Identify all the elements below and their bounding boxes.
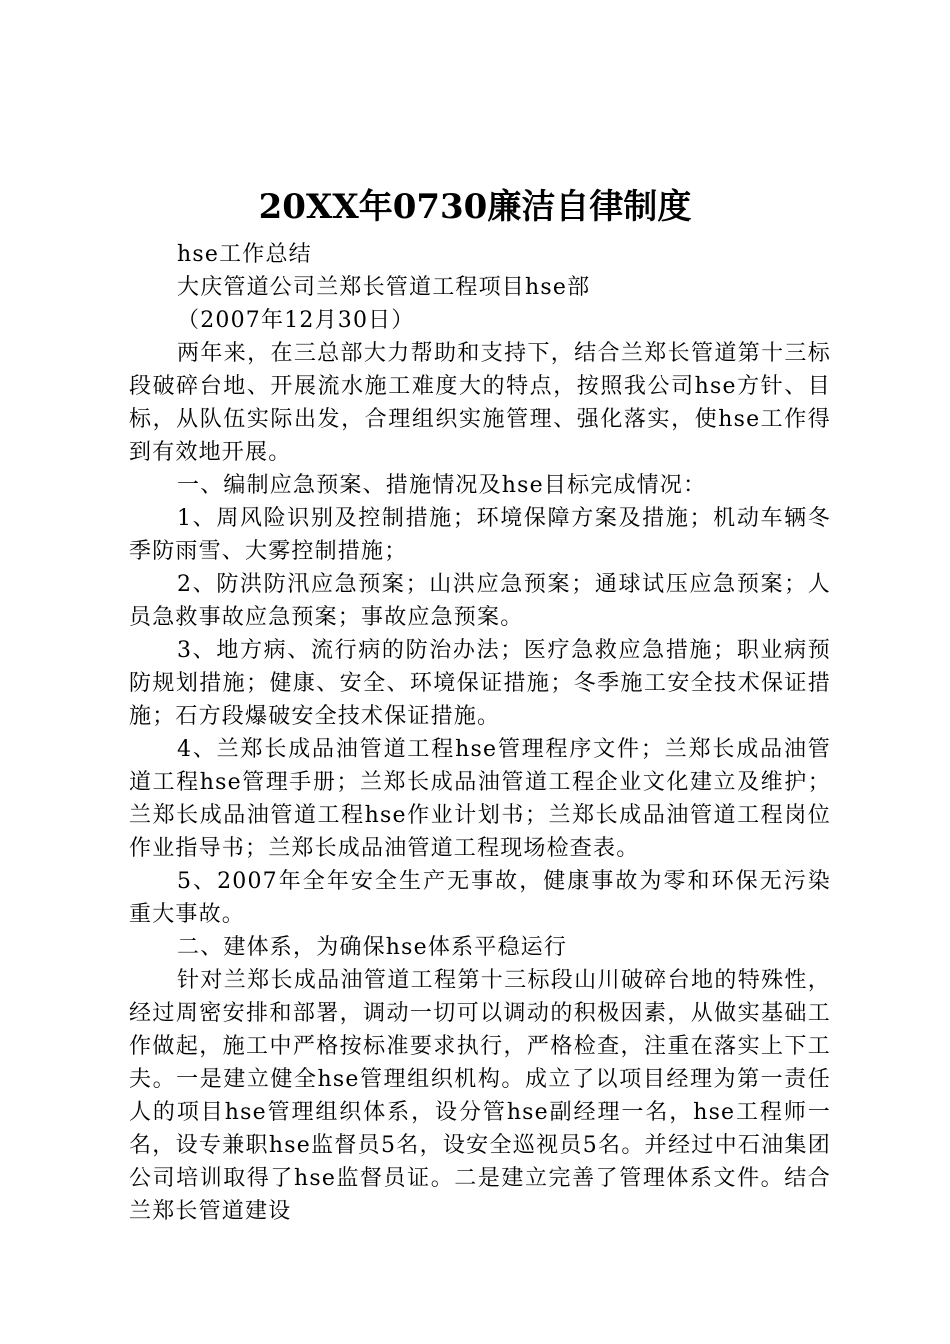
document-body — [129, 238, 831, 1228]
paragraph: 二、建体系，为确保hse体系平稳运行 — [177, 935, 568, 960]
paragraph: 3、地方病、流行病的防治办法；医疗急救应急措施；职业病预防规划措施；健康、安全、环境保证措施；冬季施工安全技术保证措施；石方段爆破安全技术保证措施。 — [129, 638, 831, 729]
paragraph: （2007年12月30日） — [177, 308, 415, 333]
paragraph: 5、2007年全年安全生产无事故，健康事故为零和环保无污染重大事故。 — [129, 869, 831, 927]
paragraph: hse工作总结 — [177, 242, 312, 267]
paragraph: 针对兰郑长成品油管道工程第十三标段山川破碎台地的特殊性，经过周密安排和部署，调动一切可以调动的积极因素，从做实基础工作做起，施工中严格按标准要求执行，严格检查，注重在落实上下工夫。一是建立健全hse管理组织机构。成立了以项目经理为第一责任人的项目hse管理组织体系，设分管hse副经理一名，hse工程师一名，设专兼职hse监督员5名，设安全巡视员5名。并经过中石油集团公司培训取得了hse监督员证。二是建立完善了管理体系文件。结合兰郑长管道建设 — [129, 968, 831, 1224]
paragraph: 大庆管道公司兰郑长管道工程项目hse部 — [177, 275, 591, 300]
document-title: 20XX年0730廉洁自律制度 — [258, 187, 692, 227]
paragraph: 1、周风险识别及控制措施；环境保障方案及措施；机动车辆冬季防雨雪、大雾控制措施； — [129, 506, 831, 564]
paragraph: 一、编制应急预案、措施情况及hse目标完成情况： — [177, 473, 707, 498]
paragraph: 2、防洪防汛应急预案；山洪应急预案；通球试压应急预案；人员急救事故应急预案；事故应急预案。 — [129, 572, 831, 630]
paragraph: 两年来，在三总部大力帮助和支持下，结合兰郑长管道第十三标段破碎台地、开展流水施工难度大的特点，按照我公司hse方针、目标，从队伍实际出发，合理组织实施管理、强化落实，使hse工作得到有效地开展。 — [129, 341, 831, 465]
paragraph: 4、兰郑长成品油管道工程hse管理程序文件；兰郑长成品油管道工程hse管理手册；兰郑长成品油管道工程企业文化建立及维护；兰郑长成品油管道工程hse作业计划书；兰郑长成品油管道工程岗位作业指导书；兰郑长成品油管道工程现场检查表。 — [129, 737, 831, 861]
